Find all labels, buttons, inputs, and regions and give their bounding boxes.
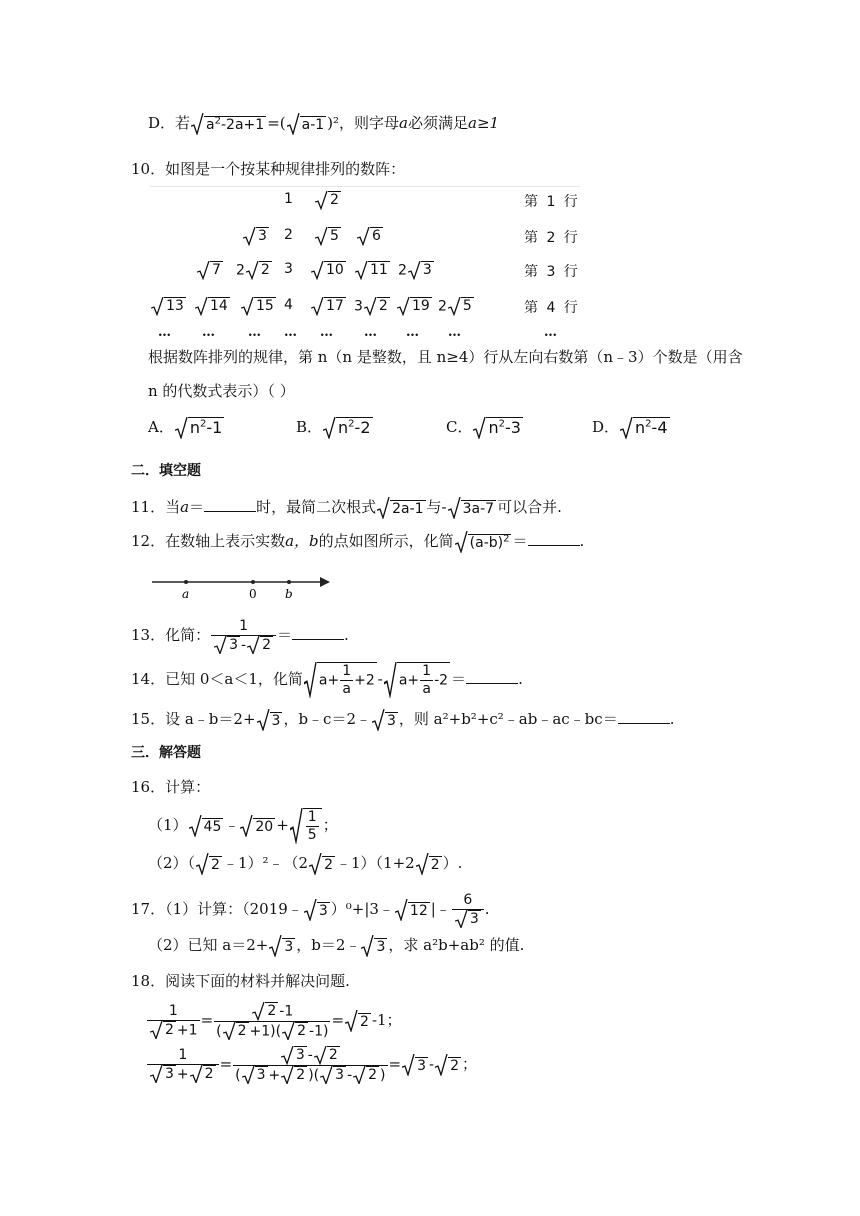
array-cell: 3 <box>284 261 293 277</box>
section-heading-fill-in: 二．填空题 <box>131 463 201 479</box>
q18-example1: $\frac{1}{2 +1}$ = 2 -1 ( 2 +1)( 2 -1) = 2 -1； <box>146 1002 402 1040</box>
q10-option-b[interactable]: B． $n^2-2$ <box>296 418 371 437</box>
array-cell: 13 <box>150 297 187 316</box>
array-cell: 15 <box>240 297 277 316</box>
q10-option-a[interactable]: A． $n^2-1$ <box>148 418 223 437</box>
array-cell: 5 <box>314 227 342 246</box>
answer-blank[interactable] <box>466 669 518 684</box>
ellipsis: … <box>202 325 216 340</box>
ellipsis: … <box>364 325 378 340</box>
q11: 11．当a＝ 时，最简二次根式 2a-1 与- 3a-7 可以合并. <box>131 498 562 517</box>
section-heading-solutions: 三．解答题 <box>131 745 201 761</box>
array-cell: 2 <box>284 227 293 243</box>
q16-part1: （1） 45 ﹣ 20 + $\frac{1}{5}$ ； <box>148 809 338 843</box>
array-cell: 2 5 <box>438 298 472 315</box>
array-cell: 3 2 <box>354 298 388 315</box>
ellipsis: … <box>448 325 462 340</box>
answer-blank[interactable] <box>618 709 670 724</box>
q10-question-line2: n 的代数式表示）（ ） <box>148 382 295 400</box>
array-cell: 10 <box>310 261 347 280</box>
array-cell: 6 <box>356 227 384 246</box>
array-cell: 3 <box>242 227 270 246</box>
label-a: a <box>182 587 190 601</box>
q17-part1: 17．（1）计算：（2019﹣ 3 ）⁰+|3﹣ 12 |﹣ $\frac{6}{3}$ . <box>131 892 490 927</box>
q10-stem: 10．如图是一个按某种规律排列的数阵： <box>131 160 406 178</box>
answer-blank[interactable] <box>204 497 256 512</box>
number-array <box>150 186 580 343</box>
array-cell: 1 <box>284 191 293 207</box>
q18-stem: 18．阅读下面的材料并解决问题. <box>131 972 350 990</box>
row-label: 第 4 行 <box>524 300 580 316</box>
array-cell: 4 <box>284 297 293 313</box>
array-cell: 2 2 <box>236 262 270 279</box>
q17-part2: （2）已知 a＝2+ 3 ，b＝2﹣ 3 ，求 a²b+ab² 的值. <box>148 936 525 955</box>
ellipsis: … <box>320 325 334 340</box>
array-cell: 2 3 <box>398 262 432 279</box>
array-cell: 17 <box>310 297 347 316</box>
row-label: 第 2 行 <box>524 230 580 246</box>
array-cell: 7 <box>196 261 224 280</box>
row-label: 第 1 行 <box>524 194 580 210</box>
q10-option-d[interactable]: D． $n^2-4$ <box>592 418 668 437</box>
fraction: 1 3 - 2 <box>211 618 276 654</box>
ellipsis: … <box>544 325 558 340</box>
answer-blank[interactable] <box>292 625 344 640</box>
ellipsis: … <box>158 325 172 340</box>
label-zero: 0 <box>249 587 257 601</box>
ellipsis: … <box>248 325 262 340</box>
q9-option-d[interactable]: D．若 $a^2-2a+1$ =( a-1 )²，则字母a必须满足a≥1 <box>148 114 500 133</box>
q16-part2: （2）（ 2 ﹣1）²﹣（2 2 ﹣1）（1+2 2 ）. <box>148 854 463 873</box>
point-b <box>287 580 291 584</box>
q15: 15．设 a﹣b＝2+ 3 ，b﹣c＝2﹣ 3 ，则 a²+b²+c²﹣ab﹣ac﹣bc＝ . <box>131 710 675 729</box>
ellipsis: … <box>406 325 420 340</box>
array-cell: 11 <box>354 261 391 280</box>
q16-stem: 16．计算： <box>131 778 211 796</box>
q12: 12．在数轴上表示实数a，b的点如图所示，化简 $(a-b)^2$ ＝ . <box>131 532 585 551</box>
label-b: b <box>285 587 293 601</box>
row-label: 第 3 行 <box>524 264 580 280</box>
array-cell: 19 <box>396 297 433 316</box>
point-a <box>184 580 188 584</box>
q14: 14．已知 0＜a＜1，化简 a+ $\frac{1}{a}$ +2 - a+ $\frac{1}{a}$ -2 ＝ . <box>131 663 523 697</box>
number-line <box>148 570 338 602</box>
q18-example2: 1 3 + 2 = 3 - 2 ( 3 + 2 )( 3 - 2 ) = 3 - 2 ； <box>146 1046 477 1084</box>
q10-question-line1: 根据数阵排列的规律，第 n（n 是整数，且 n≥4）行从左向右数第（n﹣3）个数是（用含 <box>148 348 743 366</box>
q10-option-c[interactable]: C． $n^2-3$ <box>446 418 521 437</box>
ellipsis: … <box>284 325 298 340</box>
point-zero <box>251 580 255 584</box>
q13: 13．化简： 1 3 - 2 ＝ . <box>131 618 349 654</box>
radical: $a^2-2a+1$ <box>191 113 266 135</box>
array-cell: 2 <box>314 191 342 210</box>
answer-blank[interactable] <box>528 531 580 546</box>
array-cell: 14 <box>194 297 231 316</box>
